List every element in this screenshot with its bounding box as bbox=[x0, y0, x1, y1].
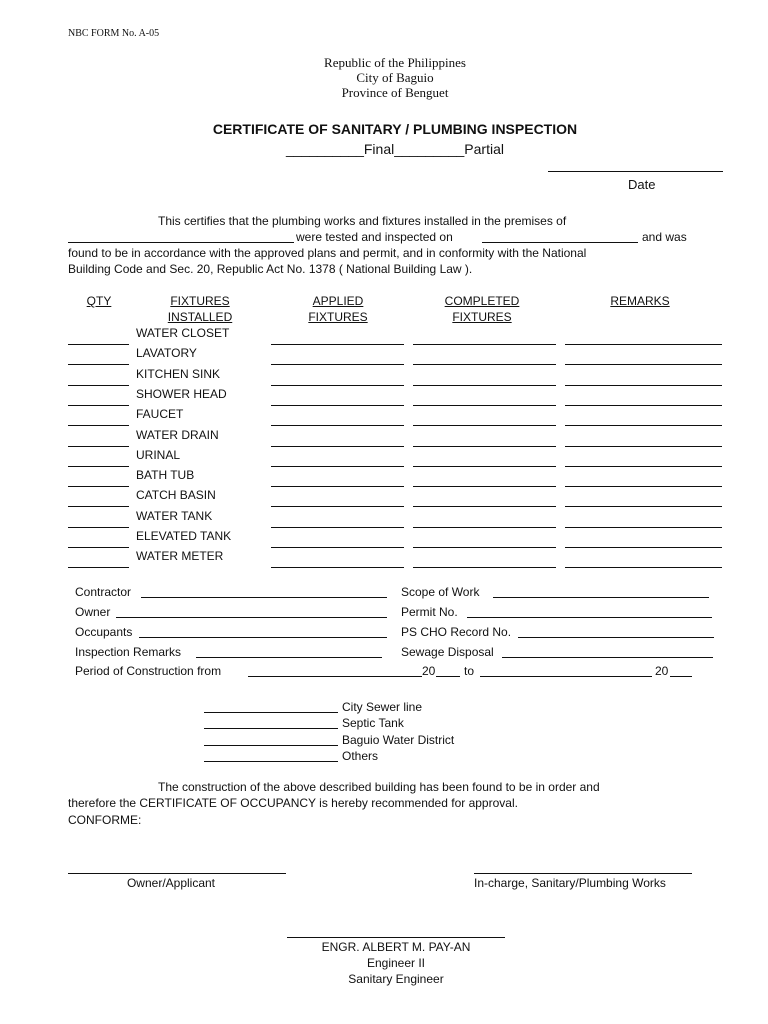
fixture-label: LAVATORY bbox=[136, 346, 197, 360]
disposal-line[interactable] bbox=[204, 728, 338, 729]
disposal-option: City Sewer line bbox=[342, 700, 423, 714]
remarks-line[interactable] bbox=[565, 466, 722, 467]
incharge-signature-line[interactable] bbox=[474, 873, 692, 874]
applied-line[interactable] bbox=[271, 405, 404, 406]
remarks-line[interactable] bbox=[565, 486, 722, 487]
completed-line[interactable] bbox=[413, 364, 556, 365]
header-city: City of Baguio bbox=[356, 70, 434, 85]
disposal-line[interactable] bbox=[204, 761, 338, 762]
period-20-a: 20 bbox=[422, 664, 436, 678]
certify-line-1: This certifies that the plumbing works and fixtures installed in the premises of bbox=[158, 214, 567, 228]
qty-line[interactable] bbox=[68, 364, 129, 365]
fixture-label: URINAL bbox=[136, 448, 181, 462]
applied-line[interactable] bbox=[271, 446, 404, 447]
permit-label: Permit No. bbox=[401, 605, 458, 619]
header-applied-1: APPLIED bbox=[312, 294, 364, 308]
ps-cho-line[interactable] bbox=[518, 637, 714, 638]
qty-line[interactable] bbox=[68, 385, 129, 386]
fixture-label: CATCH BASIN bbox=[136, 488, 216, 502]
completed-line[interactable] bbox=[413, 405, 556, 406]
completed-line[interactable] bbox=[413, 547, 556, 548]
remarks-line[interactable] bbox=[565, 385, 722, 386]
completed-line[interactable] bbox=[413, 506, 556, 507]
completed-line[interactable] bbox=[413, 446, 556, 447]
certify-line-3: found to be in accordance with the approved plans and permit, and in conformity with the National bbox=[68, 246, 587, 260]
header-completed-1: COMPLETED bbox=[444, 294, 520, 308]
remarks-line[interactable] bbox=[565, 547, 722, 548]
owner-label: Owner bbox=[75, 605, 111, 619]
header-completed-2: FIXTURES bbox=[452, 310, 512, 324]
applied-line[interactable] bbox=[271, 425, 404, 426]
fixture-label: WATER TANK bbox=[136, 509, 213, 523]
remarks-line[interactable] bbox=[565, 344, 722, 345]
header-applied-2: FIXTURES bbox=[308, 310, 368, 324]
fixture-label: WATER CLOSET bbox=[136, 326, 230, 340]
certificate-title: CERTIFICATE OF SANITARY / PLUMBING INSPECTION bbox=[212, 121, 578, 137]
period-year-a-line[interactable] bbox=[436, 676, 460, 677]
inspection-remarks-line[interactable] bbox=[196, 657, 382, 658]
period-year-b-line[interactable] bbox=[670, 676, 692, 677]
period-to-line[interactable] bbox=[480, 676, 652, 677]
fixture-label: FAUCET bbox=[136, 407, 184, 421]
fixture-label: WATER DRAIN bbox=[136, 428, 219, 442]
applied-line[interactable] bbox=[271, 486, 404, 487]
owner-line[interactable] bbox=[116, 617, 387, 618]
disposal-option: Others bbox=[342, 749, 379, 763]
disposal-option: Septic Tank bbox=[342, 716, 404, 730]
header-fixtures-2: INSTALLED bbox=[167, 310, 233, 324]
engineer-signature-line[interactable] bbox=[287, 937, 505, 938]
engineer-name: ENGR. ALBERT M. PAY-AN bbox=[321, 940, 471, 954]
applied-line[interactable] bbox=[271, 385, 404, 386]
header-republic: Republic of the Philippines bbox=[324, 55, 466, 70]
qty-line[interactable] bbox=[68, 547, 129, 548]
fixture-label: ELEVATED TANK bbox=[136, 529, 232, 543]
fixture-label: SHOWER HEAD bbox=[136, 387, 227, 401]
completed-line[interactable] bbox=[413, 527, 556, 528]
fixture-label: WATER METER bbox=[136, 549, 224, 563]
completed-line[interactable] bbox=[413, 466, 556, 467]
inspection-remarks-label: Inspection Remarks bbox=[75, 645, 182, 659]
premises-line[interactable] bbox=[68, 242, 294, 243]
qty-line[interactable] bbox=[68, 466, 129, 467]
form-number: NBC FORM No. A-05 bbox=[68, 28, 160, 39]
remarks-line[interactable] bbox=[565, 405, 722, 406]
ps-cho-label: PS CHO Record No. bbox=[401, 625, 512, 639]
period-20-b: 20 bbox=[655, 664, 669, 678]
contractor-label: Contractor bbox=[75, 585, 132, 599]
remarks-line[interactable] bbox=[565, 425, 722, 426]
date-line[interactable] bbox=[548, 171, 723, 172]
contractor-line[interactable] bbox=[141, 597, 387, 598]
applied-line[interactable] bbox=[271, 547, 404, 548]
closing-line-2: therefore the CERTIFICATE OF OCCUPANCY is hereby recommended for approval. bbox=[68, 796, 518, 810]
sewage-line[interactable] bbox=[502, 657, 713, 658]
fixture-label: BATH TUB bbox=[136, 468, 195, 482]
occupants-line[interactable] bbox=[139, 637, 387, 638]
completed-line[interactable] bbox=[413, 567, 556, 568]
qty-line[interactable] bbox=[68, 506, 129, 507]
qty-line[interactable] bbox=[68, 344, 129, 345]
engineer-role: Sanitary Engineer bbox=[348, 972, 444, 986]
applied-line[interactable] bbox=[271, 506, 404, 507]
applied-line[interactable] bbox=[271, 466, 404, 467]
remarks-line[interactable] bbox=[565, 364, 722, 365]
period-to: to bbox=[464, 664, 475, 678]
completed-line[interactable] bbox=[413, 486, 556, 487]
qty-line[interactable] bbox=[68, 425, 129, 426]
date-label: Date bbox=[628, 177, 656, 192]
qty-line[interactable] bbox=[68, 446, 129, 447]
scope-label: Scope of Work bbox=[401, 585, 480, 599]
applied-line[interactable] bbox=[271, 527, 404, 528]
period-label: Period of Construction from bbox=[75, 664, 222, 678]
completed-line[interactable] bbox=[413, 385, 556, 386]
remarks-line[interactable] bbox=[565, 446, 722, 447]
owner-signature-line[interactable] bbox=[68, 873, 286, 874]
header-qty: QTY bbox=[86, 294, 112, 308]
period-from-line[interactable] bbox=[248, 676, 422, 677]
applied-line[interactable] bbox=[271, 567, 404, 568]
applied-line[interactable] bbox=[271, 344, 404, 345]
applied-line[interactable] bbox=[271, 364, 404, 365]
certify-line-2-mid: were tested and inspected on bbox=[296, 230, 453, 244]
remarks-line[interactable] bbox=[565, 506, 722, 507]
sewage-label: Sewage Disposal bbox=[401, 645, 494, 659]
remarks-line[interactable] bbox=[565, 567, 722, 568]
incharge-label: In-charge, Sanitary/Plumbing Works bbox=[474, 876, 666, 890]
certify-line-2-end: and was bbox=[642, 230, 687, 244]
completed-line[interactable] bbox=[413, 344, 556, 345]
conforme-label: CONFORME: bbox=[68, 813, 142, 827]
owner-applicant-label: Owner/Applicant bbox=[126, 876, 216, 890]
certify-line-4: Building Code and Sec. 20, Republic Act No. 1378 ( National Building Law ). bbox=[68, 262, 473, 276]
qty-line[interactable] bbox=[68, 486, 129, 487]
disposal-option: Baguio Water District bbox=[342, 733, 455, 747]
scope-line[interactable] bbox=[493, 597, 709, 598]
qty-line[interactable] bbox=[68, 527, 129, 528]
remarks-line[interactable] bbox=[565, 527, 722, 528]
closing-line-1: The construction of the above described building has been found to be in order and bbox=[158, 780, 600, 794]
disposal-line[interactable] bbox=[204, 745, 338, 746]
disposal-line[interactable] bbox=[204, 712, 338, 713]
occupants-label: Occupants bbox=[75, 625, 133, 639]
permit-line[interactable] bbox=[467, 617, 712, 618]
header-province: Province of Benguet bbox=[341, 85, 449, 100]
completed-line[interactable] bbox=[413, 425, 556, 426]
final-partial-line[interactable]: __________Final_________Partial bbox=[286, 141, 504, 157]
engineer-position: Engineer II bbox=[366, 956, 426, 970]
fixture-label: KITCHEN SINK bbox=[136, 367, 221, 381]
header-remarks: REMARKS bbox=[610, 294, 670, 308]
inspection-date-line[interactable] bbox=[482, 242, 638, 243]
qty-line[interactable] bbox=[68, 567, 129, 568]
header-fixtures-1: FIXTURES bbox=[170, 294, 230, 308]
qty-line[interactable] bbox=[68, 405, 129, 406]
